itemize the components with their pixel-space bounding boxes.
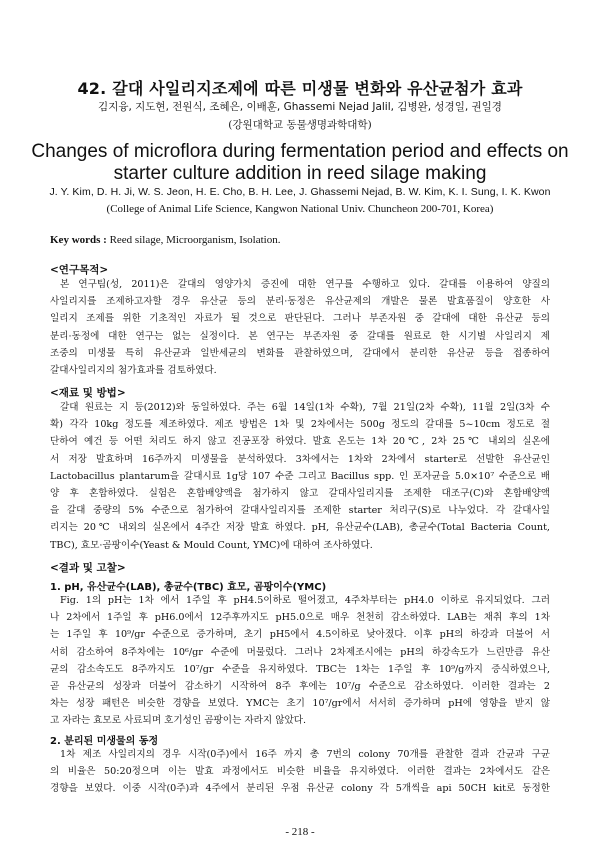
- paragraph-line: 사일리지를 조제하고자할 경우 유산균 등의 분리·동정은 유산균제의 개발은 물론 발효품질이 양호한 사: [50, 296, 550, 308]
- paragraph-line: 나 2차에서 1주일 후 pH6.0에서 12주후까지도 pH5.0으로 매우 천천히 감소하였다. LAB는 채취 후의 1차: [50, 612, 550, 624]
- english-affiliation: (College of Animal Life Science, Kangwon National Univ. Chuncheon 200-701, Korea): [106, 203, 494, 215]
- paragraph-line: 고 자라는 효모로 사료되며 호기성인 곰팡이는 자라지 않았다.: [50, 715, 307, 727]
- paragraph-line: 본 연구팀(성, 2011)은 갈대의 영양가치 증진에 대한 연구를 수행하고 있다. 갈대를 이용하여 양질의: [60, 279, 550, 290]
- paragraph-line: 갈대 원료는 지 등(2012)와 동일하였다. 주는 6월 14일(1차 수확), 7월 21일(2차 수확), 11월 2일(3차 수: [60, 402, 550, 413]
- methods-heading: <재료 및 방법>: [50, 387, 126, 399]
- korean-title: 42. 갈대 사일리지조제에 따른 미생물 변화와 유산균첨가 효과: [77, 79, 523, 98]
- paragraph-line: 단하여 예건 등 어떤 처리도 하지 않고 진공포장 하였다. 발효 온도는 1차 20℃, 2차 25℃ 내외의 실온에: [50, 436, 550, 448]
- paragraph-line: 분리·동정에 대한 연구는 없는 실정이다. 본 연구는 부존자원 중 갈대를 원료로 한 시기별 사일리지 제: [50, 330, 550, 342]
- paragraph-line: 양 후 혼합하였다. 실험은 혼합배양액을 첨가하지 않고 갈대사일리지를 조제한 대조구(C)와 혼합배양액: [50, 488, 550, 500]
- paragraph-line: 의 비율은 50:20정으며 이는 발효 과정에서도 비슷한 비율을 유지하였다. 이러한 결과는 2차에서도 같은: [50, 766, 550, 778]
- paragraph-line: 서 저장 발효하며 16주까지 미생물을 분석하였다. 3차에서는 1차와 2차에서 starter로 선발한 유산균인: [50, 453, 550, 465]
- paragraph-line: 을 갈대 중량의 5% 수준으로 첨가하여 갈대사일리지를 조제한 starter 처리구(S)로 나누었다. 각 갈대사일: [50, 505, 550, 517]
- page-number: - 218 -: [285, 826, 315, 838]
- methods-paragraph: [50, 399, 550, 554]
- paragraph-line: TBC), 효모·곰팡이수(Yeast & Mould Count, YMC)에 대하여 조사하였다.: [50, 539, 373, 551]
- keywords-label: Key words :: [50, 234, 107, 246]
- paragraph-line: 서히 감소하여 8주차에는 10⁶/gr 수준에 머물렀다. 그러나 2차제조시에는 pH의 하강속도가 느린만큼 유산: [50, 646, 550, 658]
- keywords: [50, 234, 550, 246]
- english-authors: J. Y. Kim, D. H. Ji, W. S. Jeon, H. E. Cho, B. H. Lee, J. Ghassemi Nejad, B. W. Kim, K. I. Sung, I. K. Kwon: [49, 186, 551, 198]
- objective-heading: <연구목적>: [50, 264, 109, 276]
- paragraph-line: 균의 감소속도도 8주까지도 10⁷/gr 수준을 유지하였다. TBC는 1차는 1주일 후 10⁹/g까지 증식하였으나,: [50, 663, 550, 675]
- english-title-line-2: starter culture addition in reed silage making: [113, 163, 487, 184]
- keywords-text: Reed silage, Microorganism, Isolation.: [106, 234, 281, 246]
- paragraph-line: 차는 성장 패턴은 비슷한 경향을 보였다. YMC는 초기 10⁷/gr에서 서서히 증가하며 pH에 영향을 받지 않: [50, 698, 550, 710]
- paragraph-line: 리지는 20℃ 내외의 실온에서 4주간 저장 발효 하였다. pH, 유산균수(LAB), 총균수(Total Bacteria Count,: [50, 522, 550, 534]
- korean-authors: 김지융, 지도현, 전원식, 조혜은, 이배훈, Ghassemi Nejad Jalil, 김병완, 성경일, 권일경: [98, 101, 502, 113]
- paragraph-line: Fig. 1의 pH는 1차 에서 1주일 후 pH4.5이하로 떨어졌고, 4주차부터는 pH4.0 이하로 유지되었다. 그러: [60, 595, 550, 606]
- paragraph-line: 확) 각각 10kg 정도를 제조하였다. 제조 방법은 1차 및 2차에서는 500g 정도의 갈대를 5~10cm 정도로 절: [50, 419, 550, 431]
- paragraph-line: 갈대사일리지의 첨가효과를 검토하였다.: [50, 365, 217, 377]
- objective-paragraph: [50, 276, 550, 379]
- paragraph-line: 1차 제조 사일리지의 경우 시작(0주)에서 16주 까지 총 7번의 colony 70개를 관찰한 결과 간균과 구균: [60, 749, 550, 760]
- subsection-2-paragraph: [50, 746, 550, 798]
- paragraph-line: 일리지 조제를 위한 기초적인 자료가 될 것으로 판단된다. 그러나 부존자원 중 갈대에 대한 유산균 등의: [50, 313, 550, 325]
- english-title: [0, 141, 600, 185]
- subsection-2-heading: 2. 분리된 미생물의 동정: [50, 736, 159, 747]
- paragraph-line: 는 1주일 후 10⁹/gr 수준으로 증가하며, 초기 pH5에서 4.5이하로 낮아졌다. 이후 pH의 하강과 더불어 서: [50, 629, 550, 641]
- english-title-line-1: Changes of microflora during fermentation period and effects on: [31, 141, 569, 162]
- subsection-1-paragraph: [50, 592, 550, 730]
- paragraph-line: 조중의 미생물 특히 유산균과 일반세균의 변화를 관찰하였으며, 갈대에서 분리한 유산균 등을 접종하여: [50, 347, 550, 359]
- paragraph-line: Lactobacillus plantarum을 갈대시료 1g당 107 수준 그리고 Bacillus spp. 인 포자균을 5.0×10⁷ 수준으로 배: [50, 470, 550, 482]
- paragraph-line: 경향을 보였다. 이중 시작(0주)과 4주에서 분리된 우점 유산균 colony 각 5개씩을 api 50CH kit로 동정한: [50, 783, 550, 795]
- subsection-1-heading: 1. pH, 유산균수(LAB), 총균수(TBC) 효모, 곰팡이수(YMC): [50, 582, 327, 593]
- results-heading: <결과 및 고찰>: [50, 562, 126, 574]
- paragraph-line: 곧 유산균의 성장과 더불어 감소하기 시작하여 8주 후에는 10⁷/g 수준으로 감소하였다. 이러한 결과는 2: [50, 681, 550, 693]
- korean-affiliation: (강원대학교 동물생명과학대학): [228, 119, 372, 131]
